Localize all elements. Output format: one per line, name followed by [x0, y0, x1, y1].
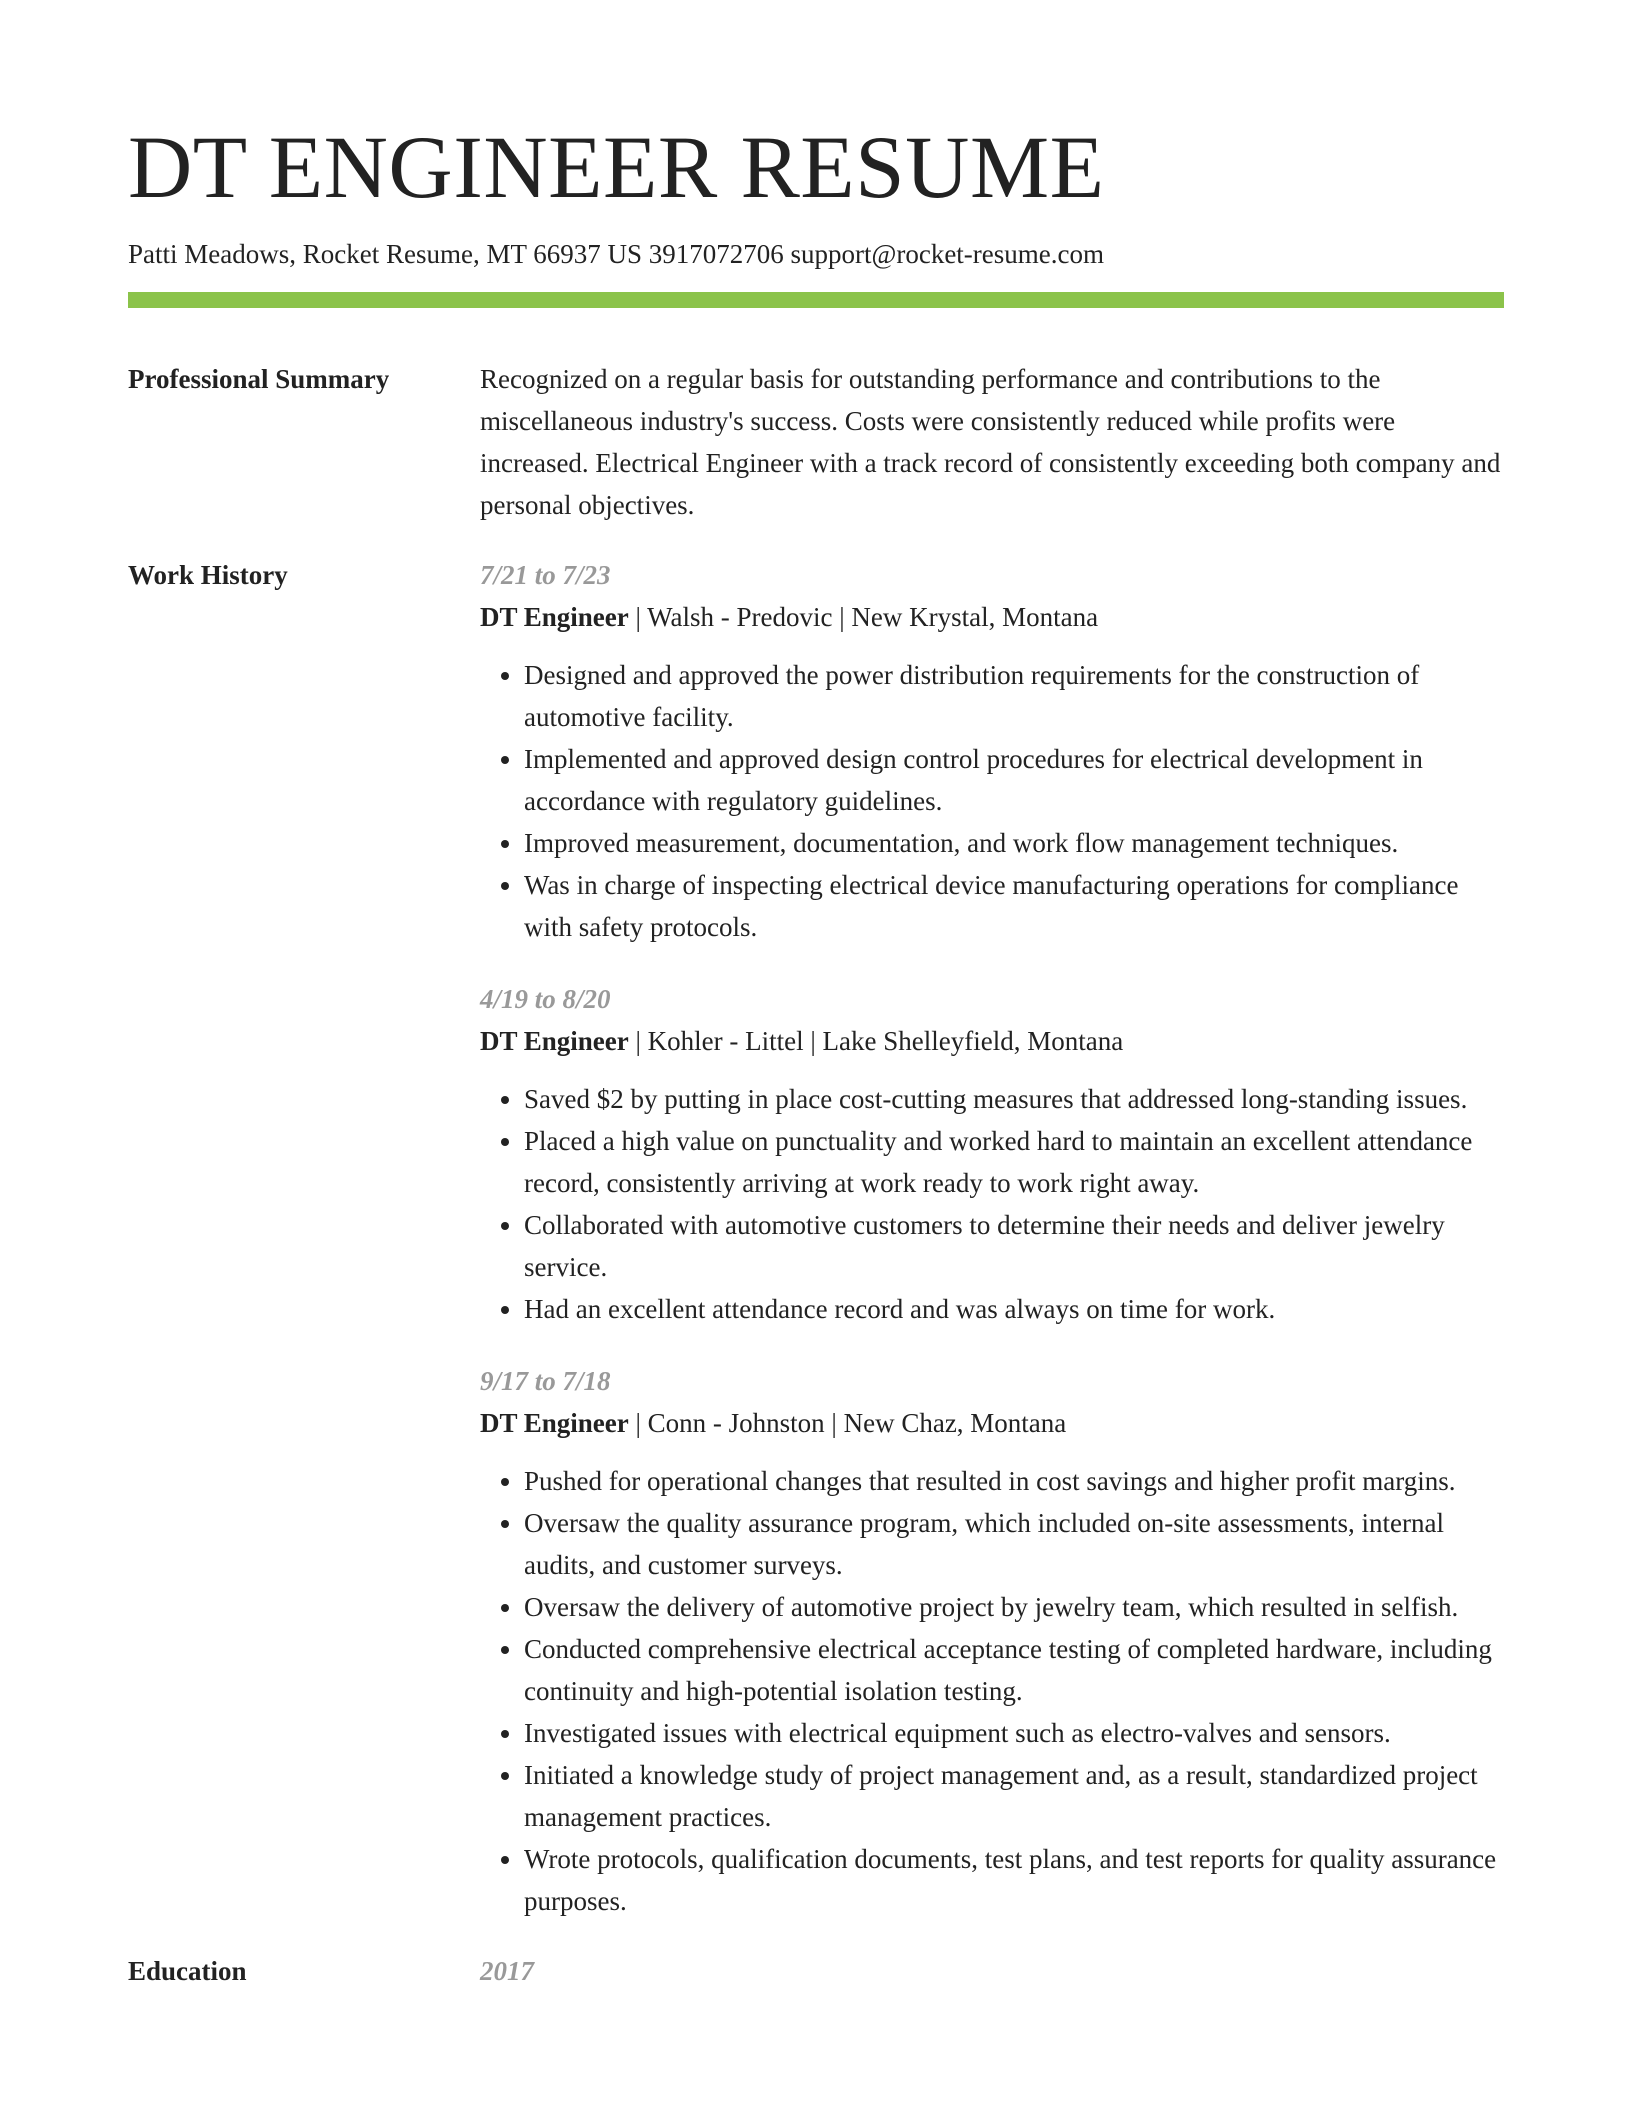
accent-divider: [128, 292, 1504, 308]
summary-section: [128, 358, 1504, 526]
list-item: • Was in charge of inspecting electrical device manufacturing operations for compliance with safety protocols.: [524, 864, 1504, 948]
education-body: [480, 1950, 1504, 1992]
education-section: [128, 1950, 1504, 1992]
work-history-section: [128, 554, 1504, 1922]
summary-label: Professional Summary: [128, 364, 390, 394]
list-item: • Implemented and approved design control procedures for electrical development in accordance with regulatory guidelines.: [524, 738, 1504, 822]
education-label: Education: [128, 1956, 247, 1986]
work-history-label: Work History: [128, 560, 288, 590]
work-history-body: [480, 554, 1504, 1922]
job-dates: 7/21 to 7/23: [480, 560, 611, 590]
job-bullet-list: [480, 1460, 1504, 1922]
list-item: • Oversaw the delivery of automotive project by jewelry team, which resulted in selfish.: [524, 1586, 1504, 1628]
summary-text: Recognized on a regular basis for outstanding performance and contributions to the miscellaneous industry's success. Costs were consistently reduced while profits were increased. Electrical Engineer with a track record of consistently exceeding both company and personal objectives.: [480, 364, 1501, 520]
resume-title: DT ENGINEER RESUME: [128, 119, 1105, 217]
list-item: • Pushed for operational changes that resulted in cost savings and higher profit margins.: [524, 1460, 1504, 1502]
education-dates: 2017: [480, 1956, 534, 1986]
list-item: • Oversaw the quality assurance program, which included on-site assessments, internal audits, and customer surveys.: [524, 1502, 1504, 1586]
list-item: • Conducted comprehensive electrical acceptance testing of completed hardware, including continuity and high-potential isolation testing.: [524, 1628, 1504, 1712]
job-bullet-list: [480, 654, 1504, 948]
list-item: • Wrote protocols, qualification documents, test plans, and test reports for quality assurance purposes.: [524, 1838, 1504, 1922]
job-bullet-list: [480, 1078, 1504, 1330]
job-details: | Walsh - Predovic | New Krystal, Montana: [628, 602, 1099, 632]
contact-line: Patti Meadows, Rocket Resume, MT 66937 US 3917072706 support@rocket-resume.com: [128, 239, 1104, 269]
job-entry: [480, 554, 1504, 948]
list-item: • Designed and approved the power distribution requirements for the construction of automotive facility.: [524, 654, 1504, 738]
job-title: DT Engineer: [480, 1026, 629, 1056]
job-entry: [480, 1360, 1504, 1922]
job-details: | Conn - Johnston | New Chaz, Montana: [628, 1408, 1067, 1438]
list-item: • Improved measurement, documentation, and work flow management techniques.: [524, 822, 1504, 864]
list-item: • Had an excellent attendance record and was always on time for work.: [524, 1288, 1504, 1330]
job-dates: 4/19 to 8/20: [480, 984, 611, 1014]
list-item: • Placed a high value on punctuality and worked hard to maintain an excellent attendance record, consistently arriving at work ready to work right away.: [524, 1120, 1504, 1204]
job-details: | Kohler - Littel | Lake Shelleyfield, Montana: [628, 1026, 1124, 1056]
job-heading: [480, 596, 1504, 638]
list-item: • Investigated issues with electrical equipment such as electro-valves and sensors.: [524, 1712, 1504, 1754]
resume-page: [128, 118, 1504, 1992]
job-entry: [480, 978, 1504, 1330]
job-title: DT Engineer: [480, 602, 629, 632]
job-heading: [480, 1402, 1504, 1444]
job-dates: 9/17 to 7/18: [480, 1366, 611, 1396]
list-item: • Initiated a knowledge study of project management and, as a result, standardized project management practices.: [524, 1754, 1504, 1838]
summary-body: [480, 358, 1504, 526]
job-heading: [480, 1020, 1504, 1062]
job-title: DT Engineer: [480, 1408, 629, 1438]
list-item: • Collaborated with automotive customers to determine their needs and deliver jewelry service.: [524, 1204, 1504, 1288]
list-item: • Saved $2 by putting in place cost-cutting measures that addressed long-standing issues.: [524, 1078, 1504, 1120]
